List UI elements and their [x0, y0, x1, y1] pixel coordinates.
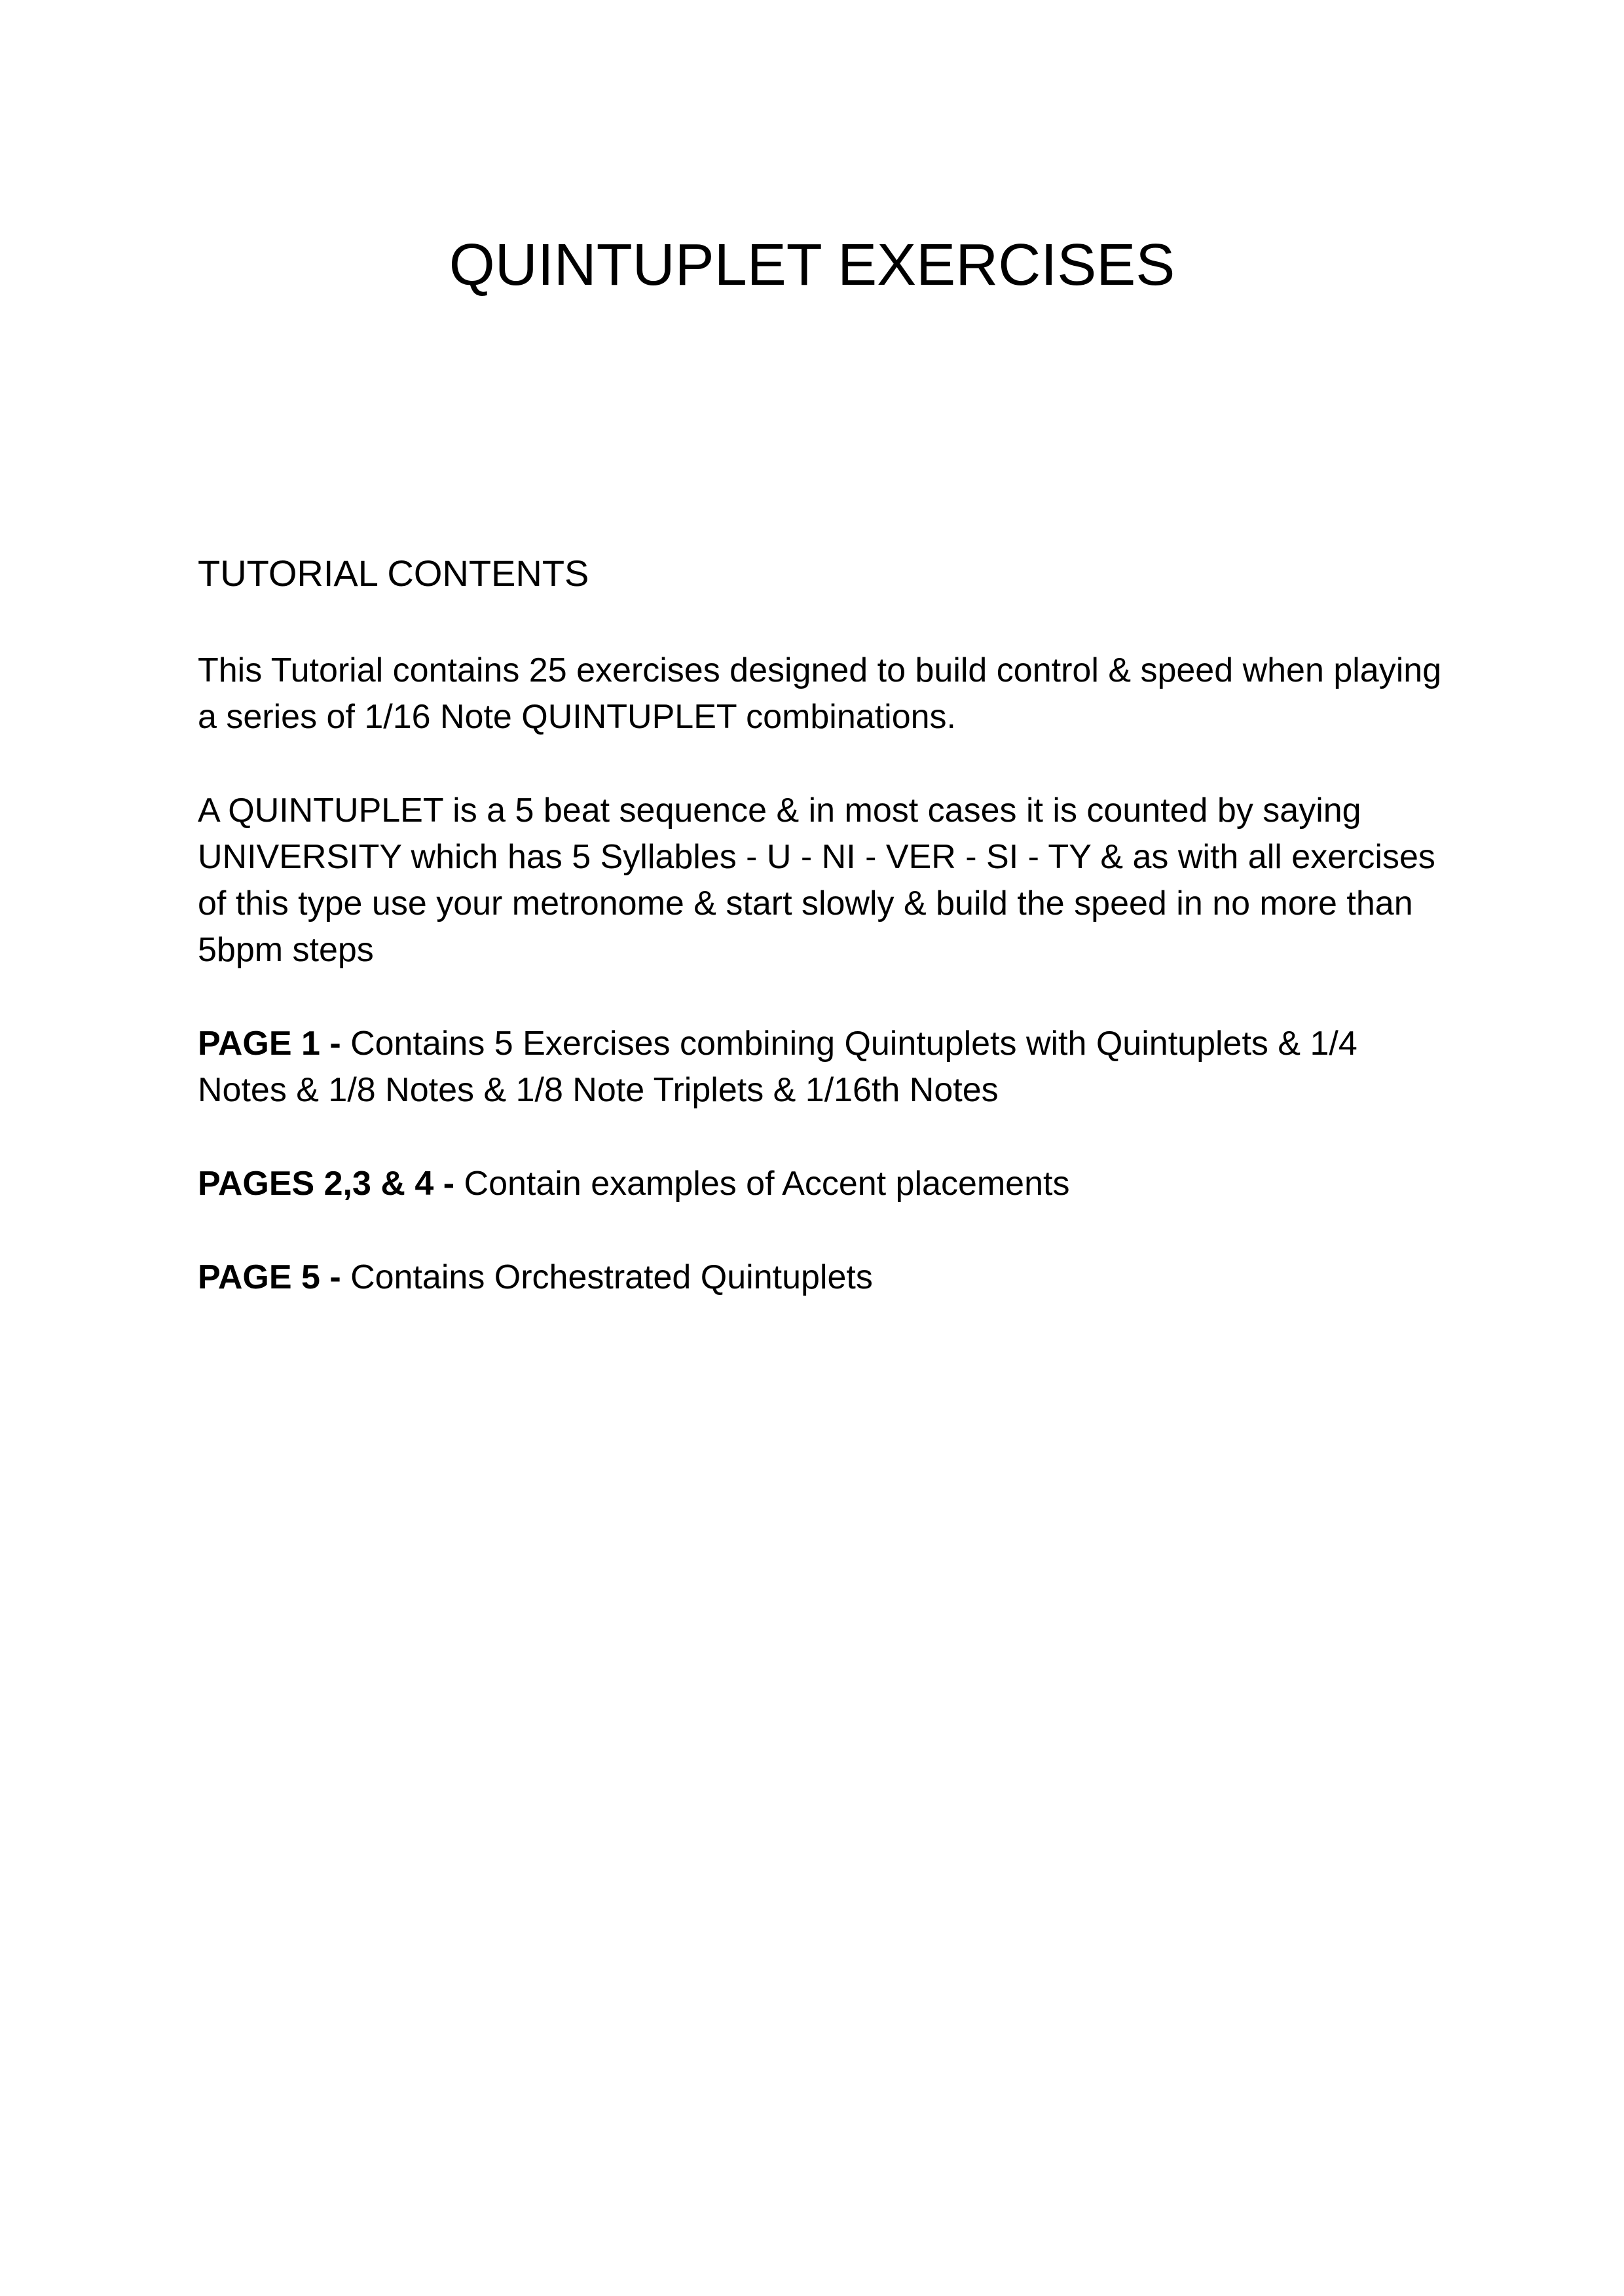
section-heading: TUTORIAL CONTENTS — [198, 553, 589, 594]
quintuplet-definition-paragraph: A QUINTUPLET is a 5 beat sequence & in most cases it is counted by saying UNIVERSITY which has 5 Syllables - U - NI - VER - SI - TY & as with all exercises of this type use your metronome & start slowly & build the speed in no more than 5bpm steps — [198, 792, 1435, 969]
pages-2-3-4-description — [198, 1161, 1455, 1207]
intro-paragraph: This Tutorial contains 25 exercises designed to build control & speed when playing a series of 1/16 Note QUINTUPLET combinations. — [198, 651, 1442, 736]
pages-2-3-4-text: Contain examples of Accent placements — [454, 1165, 1070, 1203]
page-1-label: PAGE 1 - — [198, 1025, 341, 1063]
page-1-text: Contains 5 Exercises combining Quintuplets with Quintuplets & 1/4 Notes & 1/8 Notes & 1/8 Note Triplets & 1/16th Notes — [198, 1025, 1357, 1109]
document-title: QUINTUPLET EXERCISES — [449, 232, 1175, 299]
tutorial-contents-section — [198, 549, 1455, 1348]
page-5-description — [198, 1254, 1455, 1301]
page-1-description — [198, 1021, 1455, 1114]
pages-2-3-4-label: PAGES 2,3 & 4 - — [198, 1165, 455, 1203]
page-5-label: PAGE 5 - — [198, 1258, 341, 1296]
page-5-text: Contains Orchestrated Quintuplets — [341, 1258, 873, 1296]
